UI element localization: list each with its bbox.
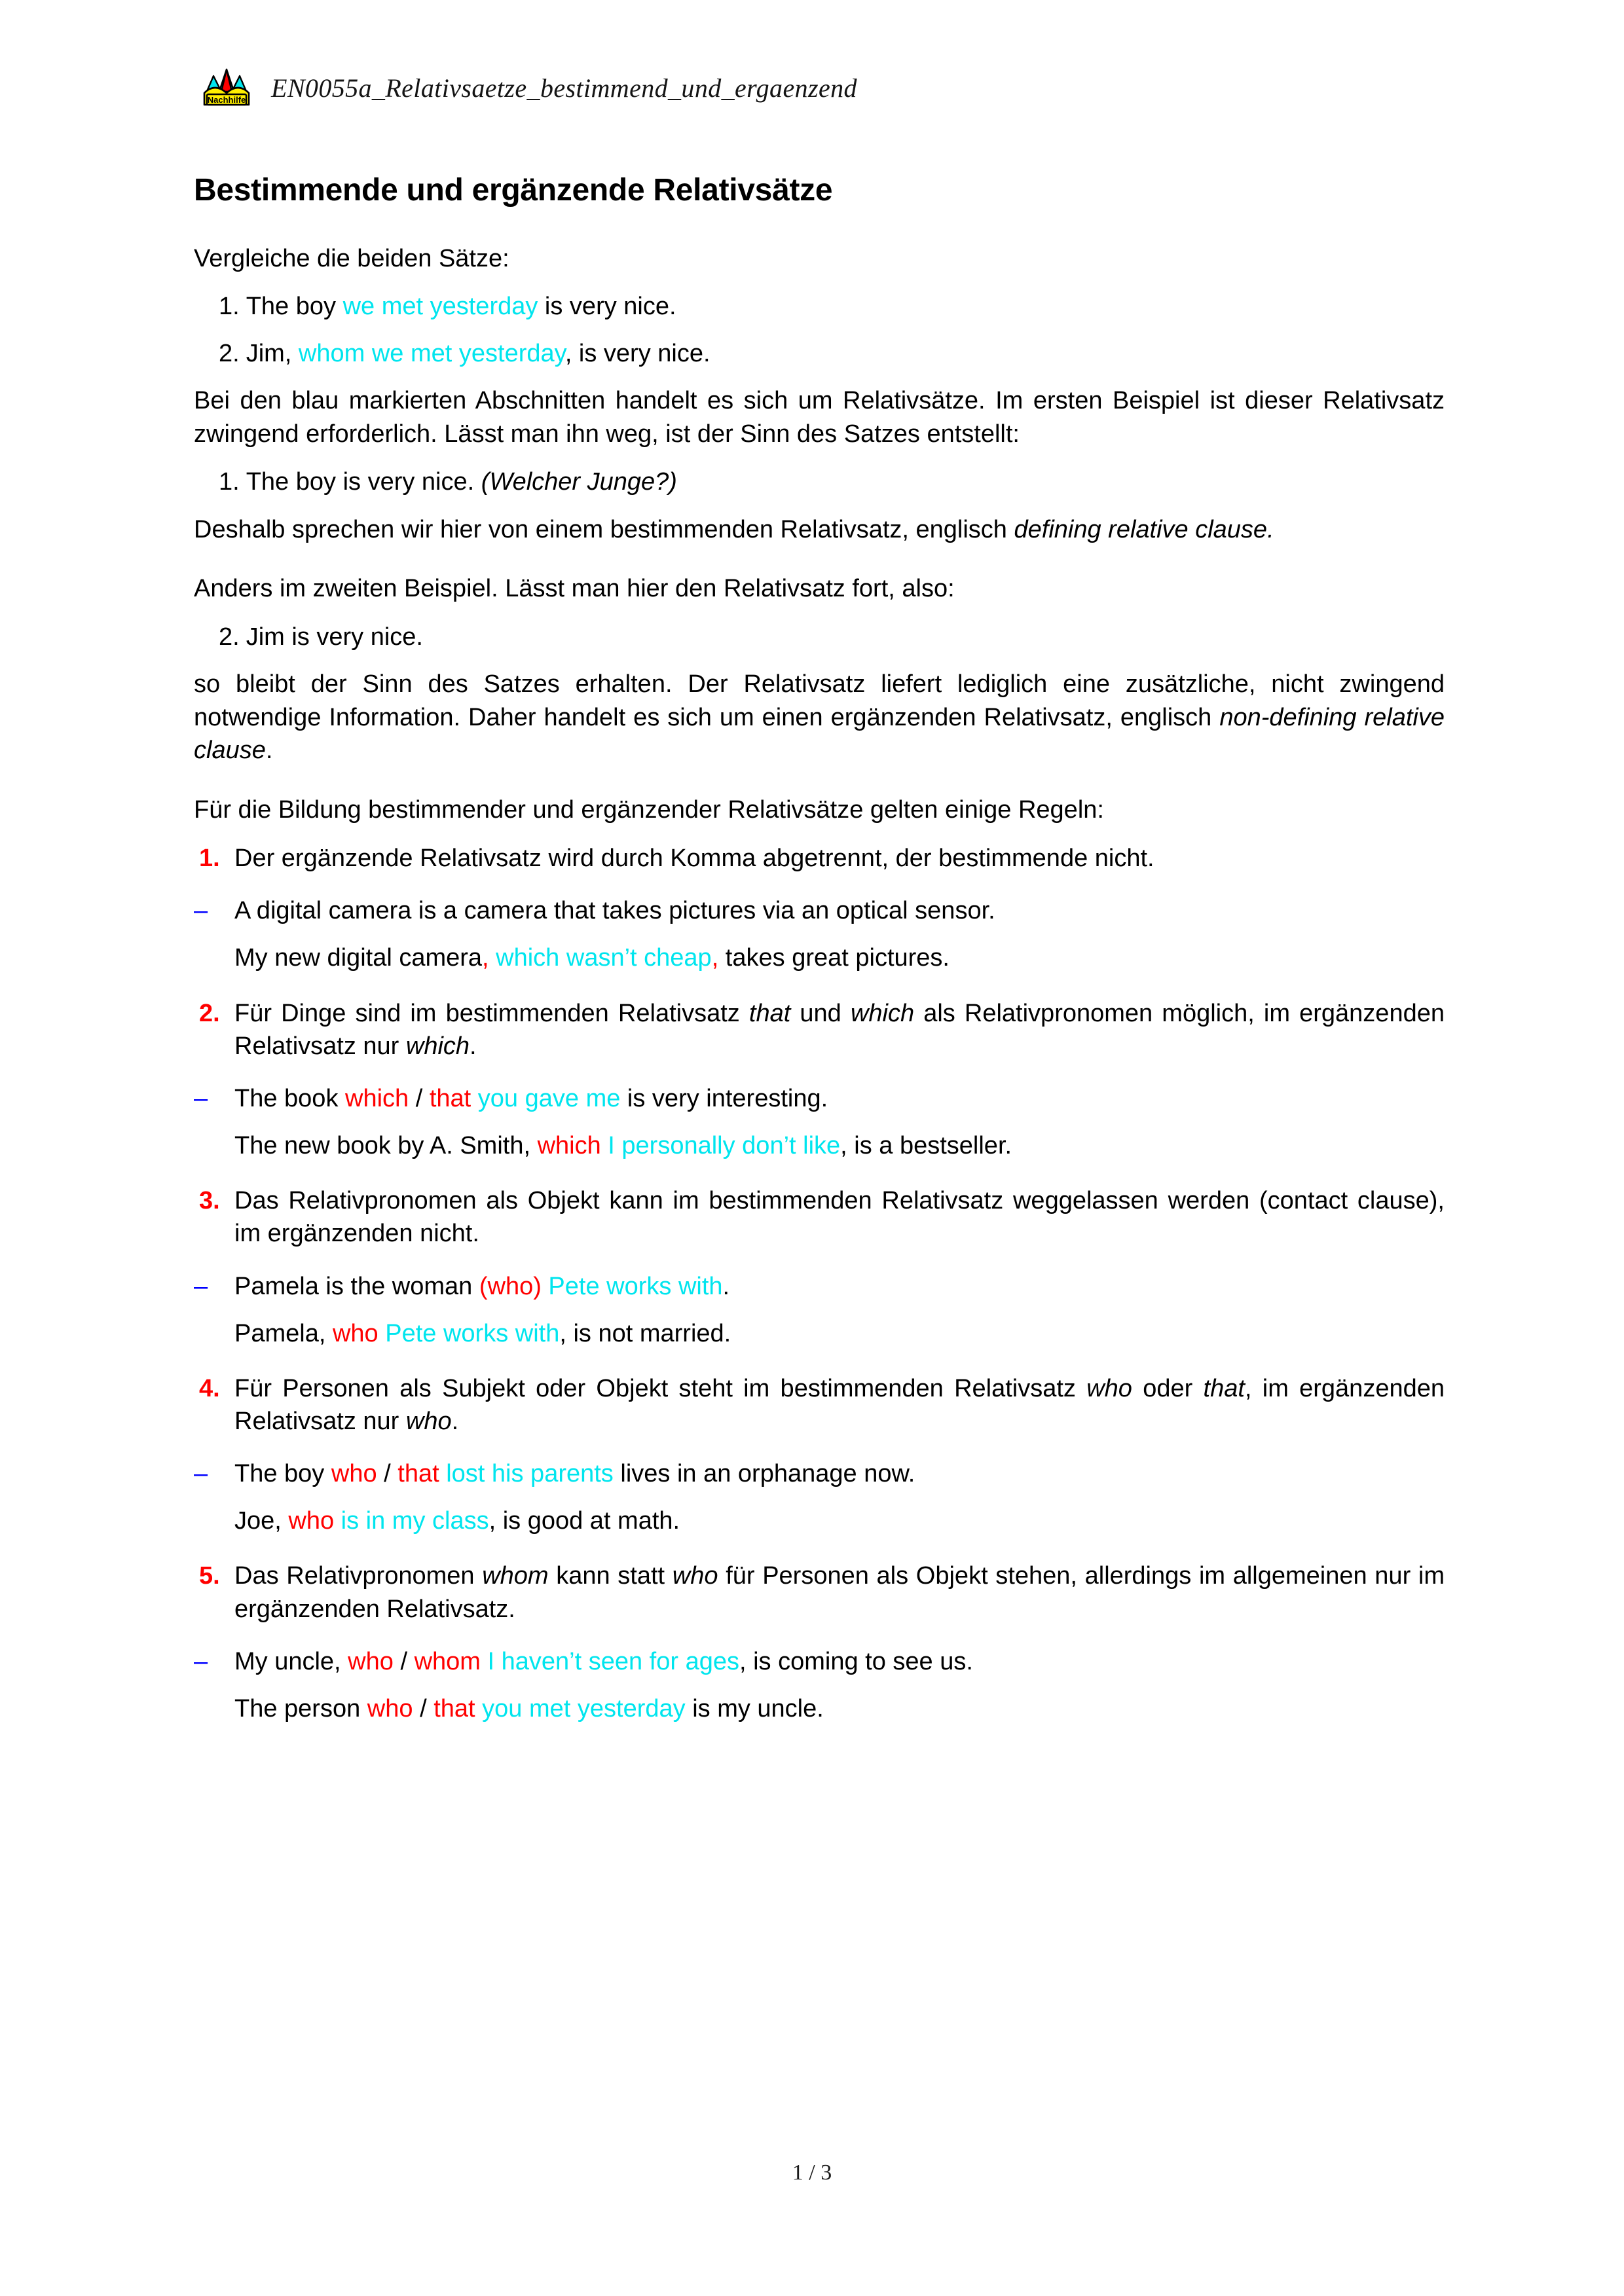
intro-example-1 xyxy=(194,291,1445,323)
rule-number: 1. xyxy=(199,845,220,873)
rule-body-b: oder xyxy=(1132,1374,1204,1402)
example-number: 2. xyxy=(219,339,240,367)
example-text-b: is my uncle. xyxy=(685,1694,824,1722)
page-title: Bestimmende und ergänzende Relativsätze xyxy=(194,173,833,208)
rule-body-d: . xyxy=(470,1032,477,1060)
example-defining-3 xyxy=(194,1270,1445,1303)
rule-body-c: als Relativpronomen möglich, im ergänzenden Relativsatz nur xyxy=(234,999,1445,1060)
german-gloss: (Welcher Junge?) xyxy=(481,468,677,496)
example-defining-2 xyxy=(194,1082,1445,1115)
pronoun-which-2: which xyxy=(405,1032,470,1060)
rule-body-a: Das Relativpronomen xyxy=(234,1562,483,1590)
rule-text-3 xyxy=(194,1184,1445,1250)
example-text-a: The book xyxy=(234,1084,345,1112)
rule-body-c: , im ergänzenden Relativsatz nur xyxy=(234,1374,1445,1436)
rule-block-3 xyxy=(194,1184,1445,1350)
intro-example-2 xyxy=(194,338,1445,370)
example-text-a: My new digital camera xyxy=(234,944,483,972)
rule-body-c: für Personen als Objekt stehen, allerdings im allgemeinen nur im ergänzenden Relativsatz. xyxy=(234,1562,1445,1623)
example-text-b: , is not married. xyxy=(559,1319,731,1347)
rule-body: Das Relativpronomen als Objekt kann im bestimmenden Relativsatz weggelassen werden (contact clause), im ergänzenden nicht. xyxy=(234,1187,1445,1248)
rule-body-d: . xyxy=(451,1408,459,1436)
pronoun-option-1: which xyxy=(537,1132,601,1160)
dash-bullet-icon: – xyxy=(194,1647,208,1675)
rule-body: Der ergänzende Relativsatz wird durch Komma abgetrennt, der bestimmende nicht. xyxy=(234,845,1154,873)
pronoun-who: who xyxy=(1086,1374,1132,1402)
paragraph-anders: Anders im zweiten Beispiel. Lässt man hier den Relativsatz fort, also: xyxy=(194,575,955,603)
rules-list xyxy=(194,842,1445,1725)
comma-marker: , xyxy=(482,944,489,972)
term-defining-relative-clause: defining relative clause. xyxy=(1014,515,1274,543)
rule-block-5 xyxy=(194,1559,1445,1725)
example-text-a: My uncle, xyxy=(234,1647,348,1675)
option-slash: / xyxy=(409,1084,430,1112)
example-text: Jim is very nice. xyxy=(246,623,423,651)
example-nondefining-1 xyxy=(194,941,1445,974)
rule-number: 4. xyxy=(199,1374,220,1402)
pronoun-option-1: which xyxy=(345,1084,409,1112)
example-text-a: The boy xyxy=(246,293,343,321)
example-text-b: . xyxy=(722,1272,730,1300)
svg-text:Nachhilfe: Nachhilfe xyxy=(207,95,246,105)
example-text-a: Jim, xyxy=(246,339,299,367)
paragraph-nondefining-end: . xyxy=(265,737,273,765)
rule-text-4 xyxy=(194,1372,1445,1438)
example-text-a: The person xyxy=(234,1694,367,1722)
example-text-b: , is good at math. xyxy=(489,1507,680,1535)
paragraph-nondefining xyxy=(194,668,1445,767)
example-text-a: Pamela is the woman xyxy=(234,1272,479,1300)
relative-clause-highlight: which wasn’t cheap xyxy=(489,944,712,972)
relative-clause-highlight: lost his parents xyxy=(439,1460,614,1488)
relative-clause-highlight: Pete works with xyxy=(541,1272,723,1300)
comma-marker: , xyxy=(711,944,719,972)
pronoun-which: which xyxy=(850,999,915,1027)
example-text-a: Pamela, xyxy=(234,1319,333,1347)
pronoun-who: who xyxy=(672,1562,718,1590)
example-text-a: Joe, xyxy=(234,1507,289,1535)
paragraph-blue-marked: Bei den blau markierten Abschnitten handelt es sich um Relativsätze. Im ersten Beispiel ist dieser Relativsatz zwingend erforderlich. Lässt man ihn weg, ist der Sinn des Satzes entstellt: xyxy=(194,387,1445,448)
example-text-b: is very interesting. xyxy=(620,1084,828,1112)
rule-text-5 xyxy=(194,1559,1445,1625)
example-text-b: lives in an orphanage now. xyxy=(613,1460,915,1488)
example-text-a: A digital camera is a camera that takes pictures via an optical sensor. xyxy=(234,897,995,925)
example-text-b: , is a bestseller. xyxy=(840,1132,1012,1160)
example-text: The boy is very nice. xyxy=(246,468,481,496)
option-slash: / xyxy=(393,1647,415,1675)
pronoun-option-2: that xyxy=(434,1694,475,1722)
example-text-b: , is coming to see us. xyxy=(739,1647,973,1675)
relative-clause-highlight: I personally don’t like xyxy=(600,1132,841,1160)
example-text-a: The boy xyxy=(234,1460,331,1488)
relative-clause-highlight: Pete works with xyxy=(378,1319,560,1347)
pronoun-option-1: who xyxy=(288,1507,335,1535)
dash-bullet-icon: – xyxy=(194,1460,208,1488)
rule-text-2 xyxy=(194,997,1445,1063)
pronoun-option-2: that xyxy=(429,1084,471,1112)
paragraph-defining-text: Deshalb sprechen wir hier von einem bestimmenden Relativsatz, englisch xyxy=(194,515,1014,543)
dash-bullet-icon: – xyxy=(194,1084,208,1112)
relative-clause-highlight: whom we met yesterday xyxy=(298,339,565,367)
pronoun-option-1: who xyxy=(331,1460,377,1488)
pronoun-who-2: who xyxy=(405,1408,452,1436)
rules-lead: Für die Bildung bestimmender und ergänzender Relativsätze gelten einige Regeln: xyxy=(194,795,1104,824)
rule-number: 3. xyxy=(199,1187,220,1215)
example-number: 1. xyxy=(219,293,240,321)
dash-bullet-icon: – xyxy=(194,1272,208,1300)
optional-pronoun: (who) xyxy=(479,1272,542,1300)
pronoun-that: that xyxy=(1203,1374,1245,1402)
intro-example-2-short xyxy=(194,621,1445,653)
compare-lead: Vergleiche die beiden Sätze: xyxy=(194,244,509,272)
rule-block-4 xyxy=(194,1372,1445,1538)
example-nondefining-3 xyxy=(194,1317,1445,1350)
example-text-b: , is very nice. xyxy=(564,339,710,367)
rule-body-a: Für Personen als Subjekt oder Objekt steht im bestimmenden Relativsatz xyxy=(234,1374,1087,1402)
example-nondefining-5 xyxy=(194,1645,1445,1678)
relative-clause-highlight: you gave me xyxy=(471,1084,621,1112)
example-defining-4 xyxy=(194,1457,1445,1490)
example-text-a: The new book by A. Smith, xyxy=(234,1132,538,1160)
pronoun-whom: whom xyxy=(482,1562,549,1590)
rule-number: 2. xyxy=(199,999,220,1027)
example-defining-1 xyxy=(194,894,1445,927)
rule-body-b: und xyxy=(790,999,851,1027)
rule-block-1 xyxy=(194,842,1445,974)
paragraph-nondefining-text: so bleibt der Sinn des Satzes erhalten. Der Relativsatz liefert lediglich eine zusätzliche, nicht zwingend notwendige Information. Daher handelt es sich um einen ergänzenden Relativsatz, englisch xyxy=(194,670,1445,731)
page-number: 1 / 3 xyxy=(792,2160,832,2185)
example-nondefining-4 xyxy=(194,1504,1445,1537)
option-slash: / xyxy=(413,1694,434,1722)
example-number: 2. xyxy=(219,623,240,651)
rule-body-b: kann statt xyxy=(548,1562,673,1590)
example-text-b: takes great pictures. xyxy=(718,944,950,972)
nachhilfe-logo-icon xyxy=(196,64,257,111)
relative-clause-highlight: is in my class xyxy=(334,1507,489,1535)
example-nondefining-2 xyxy=(194,1129,1445,1162)
relative-clause-highlight: I haven’t seen for ages xyxy=(480,1647,739,1675)
document-code-label: EN0055a_Relativsaetze_bestimmend_und_ergaenzend xyxy=(271,73,857,103)
pronoun-option-1: who xyxy=(367,1694,413,1722)
dash-bullet-icon: – xyxy=(194,897,208,925)
term-non-defining-relative-clause: non-defining relative clause xyxy=(194,703,1445,765)
page-footer xyxy=(0,2160,1624,2185)
example-number: 1. xyxy=(219,468,240,496)
pronoun-option-1: who xyxy=(348,1647,394,1675)
paragraph-defining xyxy=(194,513,1445,547)
intro-example-1-short xyxy=(194,466,1445,498)
relative-clause-highlight: we met yesterday xyxy=(342,293,538,321)
rule-text-1 xyxy=(194,842,1445,875)
pronoun-option-1: who xyxy=(332,1319,378,1347)
pronoun-option-2: that xyxy=(397,1460,439,1488)
example-defining-5 xyxy=(194,1692,1445,1725)
relative-clause-highlight: you met yesterday xyxy=(475,1694,686,1722)
example-text-b: is very nice. xyxy=(538,293,676,321)
page-header xyxy=(196,64,857,111)
rule-block-2 xyxy=(194,997,1445,1163)
pronoun-option-2: whom xyxy=(414,1647,481,1675)
document-body xyxy=(194,173,1445,1747)
rule-number: 5. xyxy=(199,1562,220,1590)
option-slash: / xyxy=(377,1460,398,1488)
pronoun-that: that xyxy=(748,999,791,1027)
rule-body-a: Für Dinge sind im bestimmenden Relativsatz xyxy=(234,999,749,1027)
